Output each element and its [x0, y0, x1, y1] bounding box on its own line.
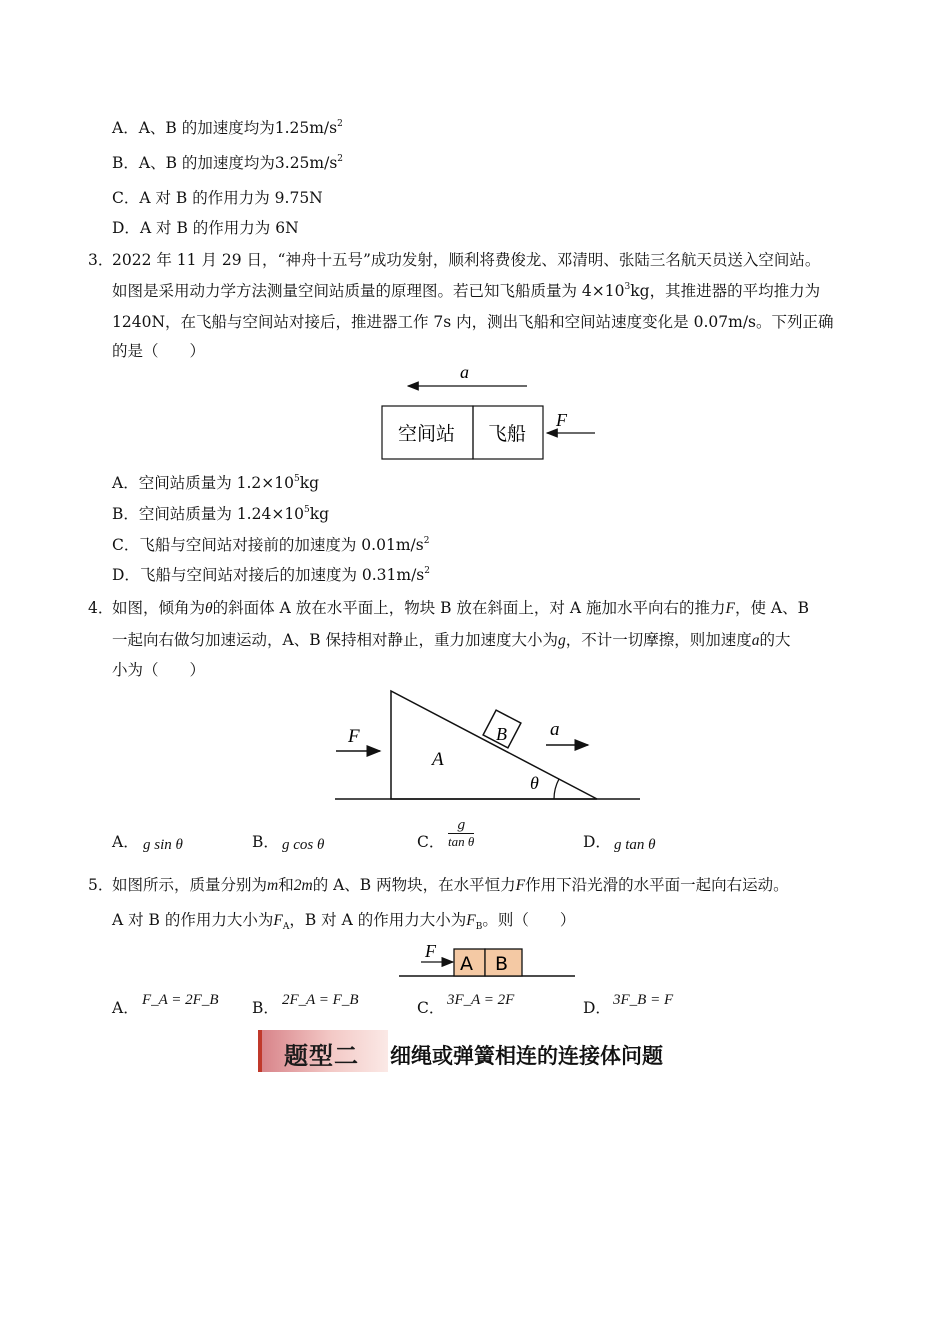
angle-label: θ [530, 773, 539, 793]
section-title: 细绳或弹簧相连的连接体问题 [390, 1044, 663, 1068]
q2-option-a: A．A、B 的加速度均为$1.25m/s^2$ [112, 119, 343, 137]
q5-block-B-label: B [495, 953, 509, 975]
acceleration-label: a [460, 362, 469, 382]
thrust-label: F [556, 410, 567, 430]
q4-option-c: C． [417, 833, 445, 851]
wedge-A-label: A [432, 749, 444, 770]
q5-option-d: D． [583, 999, 611, 1017]
space-station-label: 空间站 [398, 423, 456, 445]
q5-stem-line1: 如图所示，质量分别为m和2m的 A、B 两物块，在水平恒力F作用下沿光滑的水平面一起向右运动。 [112, 876, 789, 894]
q3-stem-line3: 1240N，在飞船与空间站对接后，推进器工作 7s 内，测出飞船和空间站速度变化是 0.07m/s。下列正确 [112, 313, 834, 331]
q5-block-A-label: A [460, 953, 473, 975]
q3-figure [370, 360, 610, 470]
q3-option-c: C．飞船与空间站对接前的加速度为 $0.01m/s^2$ [112, 536, 430, 554]
q3-option-a: A．空间站质量为 $1.2\times 10^5kg$ [112, 474, 320, 492]
spacecraft-label: 飞船 [488, 423, 527, 445]
q3-option-d: D．飞船与空间站对接后的加速度为 $0.31m/s^2$ [112, 566, 430, 584]
q4-stem-line2: 一起向右做匀加速运动，A、B 保持相对静止，重力加速度大小为g，不计一切摩擦，则加速度a的大 [112, 631, 791, 649]
q4-option-b-math: g cos θ [282, 837, 325, 853]
q2-option-b: B．A、B 的加速度均为$3.25m/s^2$ [112, 154, 344, 172]
q5-option-a-math: F_A = 2F_B [142, 992, 219, 1008]
q2-option-d: D．A 对 B 的作用力为 6N [112, 219, 299, 237]
q5-number: 5． [88, 876, 114, 894]
q5-force-label: F [425, 941, 436, 961]
q4-option-d-math: g tan θ [614, 837, 656, 853]
section-tag: 题型二 [284, 1042, 359, 1070]
block-B-label: B [496, 724, 507, 744]
q5-option-b-math: 2F_A = F_B [282, 992, 359, 1008]
q2-option-c: C．A 对 B 的作用力为 9.75N [112, 189, 323, 207]
q3-number: 3． [88, 251, 114, 269]
q5-option-b: B． [252, 999, 279, 1017]
q5-stem-line2: A 对 B 的作用力大小为$F_A$，B 对 A 的作用力大小为$F_B$。则（ ） [112, 911, 576, 932]
q5-option-c: C． [417, 999, 445, 1017]
q4-option-a: A． [112, 833, 139, 851]
q5-option-c-math: 3F_A = 2F [447, 992, 515, 1008]
q4-stem-line1: 如图，倾角为θ的斜面体 A 放在水平面上，物块 B 放在斜面上，对 A 施加水平向右的推力F，使 A、B [112, 599, 809, 617]
q5-figure [395, 940, 580, 982]
q3-stem-line1: 2022 年 11 月 29 日，“神舟十五号”成功发射，顺利将费俊龙、邓清明、张陆三名航天员送入空间站。 [112, 251, 821, 269]
q5-option-d-math: 3F_B = F [613, 992, 674, 1008]
q3-option-b: B．空间站质量为 $1.24\times 10^5kg$ [112, 505, 330, 523]
q4-figure [330, 685, 650, 807]
q4-option-b: B． [252, 833, 279, 851]
q5-option-a: A． [112, 999, 139, 1017]
q4-option-a-math: g sin θ [143, 837, 183, 853]
q3-stem-line4: 的是（ ） [112, 342, 206, 360]
push-force-label: F [348, 726, 360, 747]
q3-stem-line2: 如图是采用动力学方法测量空间站质量的原理图。若已知飞船质量为 $4\times 10^3kg$，其推进器的平均推力为 [112, 282, 821, 300]
q4-number: 4． [88, 599, 114, 617]
q4-stem-line3: 小为（ ） [112, 661, 206, 679]
angle-arc [554, 779, 559, 799]
acceleration-label: a [550, 719, 560, 740]
q4-option-c-math: $\frac{g}{\text{tan θ}}$ [448, 818, 475, 849]
q4-option-d: D． [583, 833, 611, 851]
